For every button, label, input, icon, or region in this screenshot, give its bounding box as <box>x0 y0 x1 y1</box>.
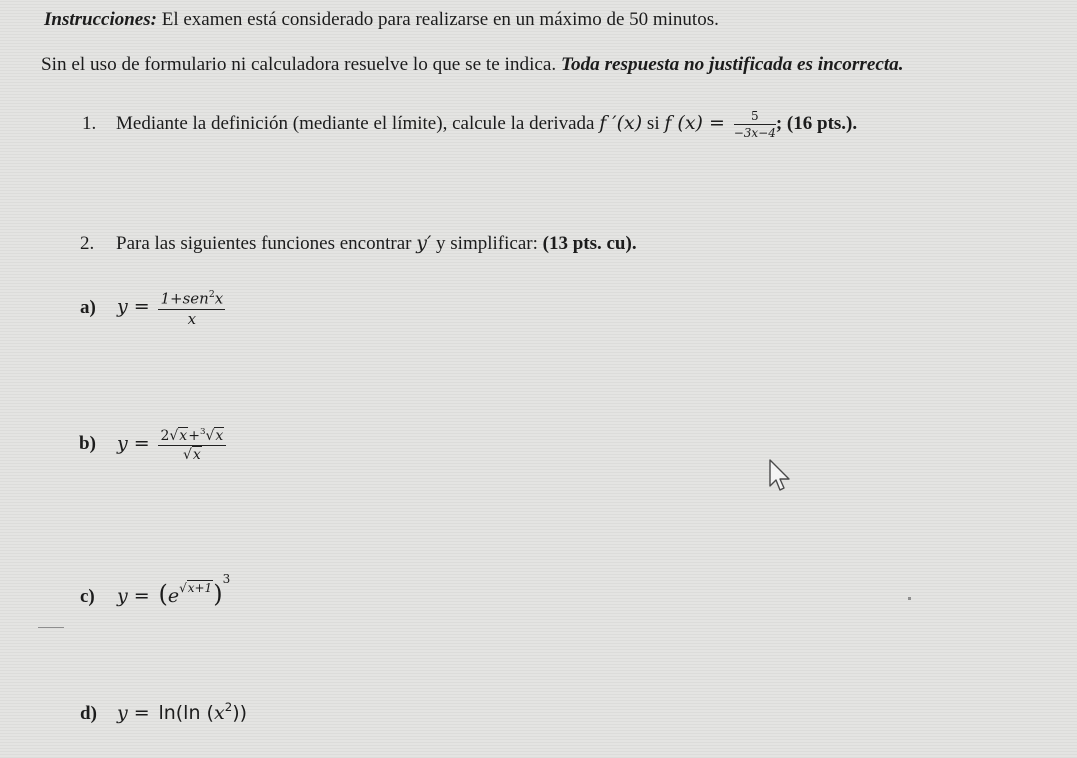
question-1-denominator: −3x−4 <box>733 126 776 140</box>
item-b-fraction <box>158 428 226 462</box>
item-c-open: ( <box>158 580 168 609</box>
item-a-num-exp: 2 <box>208 289 215 300</box>
instructions-line-1 <box>44 9 719 31</box>
item-d-body-post: )) <box>232 702 248 725</box>
question-1-text: Mediante la definición (mediante el límite), calcule la derivada <box>116 112 600 134</box>
instructions-label: Instrucciones: <box>44 9 157 30</box>
item-a <box>80 290 225 327</box>
item-d-body-var: x <box>213 702 225 725</box>
question-2-text: Para las siguientes funciones encontrar <box>116 233 417 254</box>
sqrt-symbol: √ <box>179 581 187 595</box>
item-a-denominator: x <box>187 309 197 328</box>
item-a-label: a) <box>80 296 96 318</box>
item-b-num-rad-1: x <box>179 428 188 445</box>
sqrt-symbol: √ <box>169 428 179 445</box>
cube-root-symbol: √ <box>205 428 215 445</box>
item-b <box>79 428 226 462</box>
instructions-line-2-text: Sin el uso de formulario ni calculadora resuelve lo que se te indica. <box>41 54 562 75</box>
item-d <box>80 700 247 725</box>
question-1-derivative: f ′(x) <box>599 111 643 134</box>
scan-mark <box>38 627 64 628</box>
question-2 <box>80 232 637 255</box>
item-d-expression <box>158 702 247 724</box>
item-d-body-exp: 2 <box>224 700 233 714</box>
instructions-text: El examen está considerado para realizarse en un máximo de 50 minutos. <box>156 9 719 30</box>
item-b-lhs: y = <box>117 432 150 455</box>
item-a-num-post: x <box>214 289 224 308</box>
item-a-fraction <box>158 290 225 327</box>
item-c-expression <box>158 572 231 609</box>
cursor-icon <box>768 458 794 492</box>
question-2-text-2: y simplificar: <box>431 233 543 254</box>
item-b-den-rad: x <box>192 447 201 464</box>
sqrt-symbol: √ <box>182 447 192 464</box>
item-c-exponent <box>179 580 213 595</box>
item-d-label: d) <box>80 703 97 725</box>
question-1-si: si <box>642 112 665 134</box>
scan-mark <box>908 597 911 600</box>
question-1-number: 1. <box>82 112 97 134</box>
question-2-points: (13 pts. cu). <box>542 233 637 254</box>
item-c-lhs: y = <box>117 585 150 608</box>
item-c <box>80 572 230 608</box>
question-1-function: f (x) = <box>664 111 725 134</box>
item-c-outer-exp: 3 <box>222 572 231 586</box>
question-1-numerator: 5 <box>734 110 776 125</box>
instructions-emphasis: Toda respuesta no justificada es incorrecta. <box>561 54 904 75</box>
item-c-close: ) <box>213 580 223 609</box>
item-c-base: e <box>167 585 180 608</box>
question-1 <box>82 110 857 139</box>
item-b-num-index: 3 <box>199 427 206 437</box>
question-1-points: ; (16 pts.). <box>775 112 858 134</box>
item-c-label: c) <box>80 586 95 608</box>
item-b-numerator <box>158 428 226 446</box>
item-b-num-rad-2: x <box>215 428 224 445</box>
item-c-exp-rad: x+1 <box>187 581 213 595</box>
question-1-fraction <box>734 110 776 139</box>
question-2-yprime: y′ <box>416 232 432 254</box>
item-d-lhs: y = <box>117 702 150 725</box>
item-b-denominator <box>158 446 226 462</box>
item-b-num-plus: + <box>188 428 200 445</box>
item-a-lhs: y = <box>117 295 150 318</box>
item-a-num-pre: 1+sen <box>160 289 209 308</box>
item-a-numerator <box>158 290 225 310</box>
question-2-number: 2. <box>80 233 95 254</box>
item-b-label: b) <box>79 433 96 455</box>
item-b-num-coef: 2 <box>160 428 170 445</box>
instructions-line-2 <box>41 54 904 76</box>
item-d-body-pre: ln(ln ( <box>158 702 214 725</box>
